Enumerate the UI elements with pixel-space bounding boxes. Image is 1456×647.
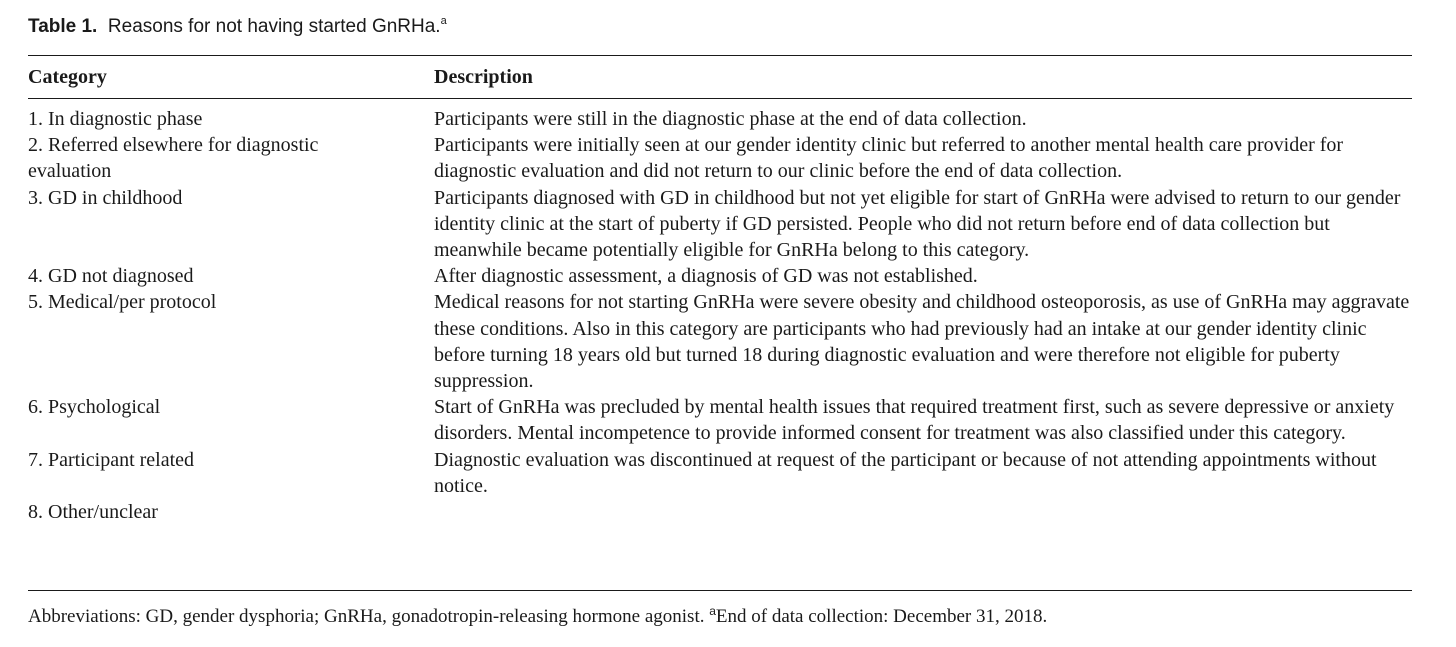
row-category: 2. Referred elsewhere for diagnostic evaluation [28, 134, 319, 183]
table-row [28, 263, 1412, 289]
table-row [28, 132, 1412, 184]
footnote-abbreviations: Abbreviations: GD, gender dysphoria; GnRHa, gonadotropin-releasing hormone agonist. [28, 606, 705, 627]
row-description: Participants were still in the diagnostic phase at the end of data collection. [434, 108, 1027, 130]
table-row [28, 185, 1412, 264]
table-footnote [28, 598, 1412, 630]
row-category: 7. Participant related [28, 448, 195, 471]
table-row [28, 499, 1412, 525]
row-category: 3. GD in childhood [28, 186, 183, 209]
row-category: 4. GD not diagnosed [28, 265, 194, 288]
header-category: Category [28, 66, 107, 88]
table-row [28, 106, 1412, 132]
table-row [28, 289, 1412, 394]
table-bottom-rule [28, 590, 1412, 591]
row-description: Diagnostic evaluation was discontinued at request of the participant or because of not attending appointments without notice. [434, 448, 1377, 497]
table-row [28, 447, 1412, 499]
footnote-note: End of data collection: December 31, 2018. [715, 606, 1048, 627]
table-body [28, 106, 1412, 525]
caption-footnote-marker: a [440, 15, 447, 27]
row-description: Medical reasons for not starting GnRHa were severe obesity and childhood osteoporosis, as use of GnRHa may aggravate these conditions. Also in this category are participants who had previously had an intake at our gender identity clinic before turning 18 years old but turned 18 during diagnostic evaluation and were therefore not eligible for puberty suppression. [434, 291, 1410, 393]
table-header-rule [28, 98, 1412, 99]
header-description: Description [434, 66, 533, 88]
row-category: 6. Psychological [28, 396, 161, 419]
row-category: 1. In diagnostic phase [28, 108, 203, 130]
table-top-rule [28, 55, 1412, 56]
row-description: Participants diagnosed with GD in childhood but not yet eligible for start of GnRHa were advised to return to our gender identity clinic at the start of puberty if GD persisted. People who did not return before end of data collection but meanwhile became potentially eligible for GnRHa belong to this category. [434, 186, 1401, 262]
table-caption [28, 15, 447, 38]
table-label: Table 1. [28, 16, 98, 37]
table-row [28, 394, 1412, 446]
footnote-marker: a [709, 604, 716, 618]
row-category: 8. Other/unclear [28, 501, 158, 524]
table-title: Reasons for not having started GnRHa. [107, 16, 441, 37]
row-category: 5. Medical/per protocol [28, 291, 217, 314]
row-description [434, 499, 1412, 525]
row-description: Participants were initially seen at our gender identity clinic but referred to another mental health care provider for diagnostic evaluation and did not return to our clinic before the end of data collection. [434, 134, 1344, 183]
row-description: Start of GnRHa was precluded by mental health issues that required treatment first, such as severe depressive or anxiety disorders. Mental incompetence to provide informed consent for treatment was also classified under this category. [434, 396, 1395, 445]
row-description: After diagnostic assessment, a diagnosis of GD was not established. [434, 265, 978, 288]
